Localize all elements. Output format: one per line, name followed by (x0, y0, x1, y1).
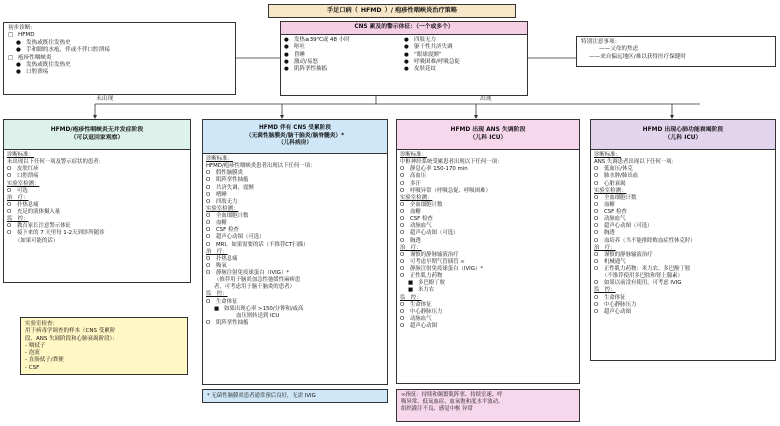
branch-label-present: 出现 (480, 96, 492, 102)
stage3-lab-item: O 胸透 (400, 237, 421, 244)
cns-sign: ● 呕吐 (284, 44, 306, 51)
cns-sign: ● 肌阵挛性抽搐 (284, 66, 328, 72)
cns-sign: ● 四肢无力 (404, 37, 437, 43)
stage4-monitor-title: 监 控： (594, 287, 616, 294)
herpangina-item: ● 口腔溃疡 (16, 69, 49, 76)
title-suffix: ）/ 疱疹性咽峡炎治疗策略 (384, 6, 458, 14)
stage1-box (3, 119, 191, 283)
stage2-diag-item: O 嗜睡 (206, 191, 227, 198)
stage2-monitor-item: O 肌阵挛性抽搐 (206, 319, 249, 326)
stage3-diag-item: O 呼吸异常（呼吸急促、呼吸困难） (400, 187, 491, 194)
special-title: 特别注意事项： (581, 39, 621, 45)
stage3-lab-item: O 超声心动图（可选） (400, 230, 459, 237)
stage4-treat-item: （不推荐使用多巴胺和肾上腺素） (602, 273, 683, 280)
stage4-treat-title: 治 疗： (594, 244, 616, 251)
stage4-diag-item: O 低血压/休克 (594, 166, 633, 173)
herpangina-row: □ 疱疹性咽峡炎 (8, 54, 52, 61)
stage2-diag-item: O 肌阵挛性抽搐 (206, 177, 249, 184)
stage3-treat-item: O 静脉注射免疫球蛋白（IVIG）* (400, 266, 484, 272)
lab-note-item: - 咽拭子 (25, 342, 46, 349)
stage3-treat-item: O 谨慎的静脉输液治疗 (400, 251, 459, 258)
stage4-monitor-item: O 中心静脉压力 (594, 301, 637, 308)
title-prefix: 手足口病（ (326, 6, 358, 14)
cns-warning-title: CNS 累及的警示体征：（一个或多个） (281, 22, 527, 35)
stage1-monitor-item: （如果可能的话） (15, 237, 59, 244)
stage2-box (202, 119, 388, 385)
stage3-treat-sub: ■ 多巴酚丁胺 (408, 280, 445, 287)
stage1-diag-desc: 未出现以下任何一项及警示症状的患者： (7, 159, 105, 166)
stage2-diag-title: 诊断标准： (206, 156, 233, 162)
stage2-treat-item: O 静脉注射免疫球蛋白（IVIG）* (206, 270, 290, 276)
stage1-monitor-item: O 教育家长注意警示体征 (7, 223, 71, 230)
stage1-treat-item: O 扑热息痛 (7, 201, 39, 208)
cns-sign: ● 呼吸困难/呼吸急促 (404, 58, 460, 65)
stage2-diag-item: O 假性脑膜炎 (206, 170, 243, 177)
cns-sign: ● 发热≥39℃或 48 小时 (284, 37, 350, 43)
cns-sign: ● 躯干性共济失调 (404, 44, 453, 51)
stage4-lab-item: O 血培养（当不能排除败血症性休克时） (594, 237, 696, 244)
stage3-monitor-title: 监 控： (400, 294, 422, 301)
cns-sign: ● 激动/易怒 (284, 58, 318, 65)
stage3-diag-title: 诊断标准： (400, 152, 427, 158)
stage2-treat-item: O 吸氧 (206, 262, 227, 269)
stage2-footnote: * 无菌性脑膜炎患者通常预后良好，无需 IVIG (202, 389, 388, 403)
stage2-treat-note: （推荐用于脑炎加急性弛缓性麻痹患 (214, 277, 301, 284)
initial-diagnosis-box (3, 22, 236, 95)
stage2-monitor-title: 监 控： (206, 291, 228, 298)
stage4-monitor-item: O 生命体征 (594, 294, 626, 301)
cns-warning-box (280, 21, 528, 96)
stage3-lab-item: O 动脉血气 (400, 223, 432, 230)
stage3-diag-desc: 中枢神经系统受累患者出现以下任何一项： (400, 159, 503, 166)
special-item: ——来自偏远地区/难以获得医疗保健时 (589, 53, 686, 60)
lab-note-item: - 泡液 (25, 350, 40, 356)
stage4-treat-item: O 如果以前没有使用，可考虑 IVIG (594, 280, 682, 287)
stage4-lab-item: O 超声心动图（可选） (594, 223, 653, 230)
stage4-lab-item: O CSF 检查 (594, 209, 627, 215)
stage1-lab-title: 实验室检测： (7, 180, 40, 187)
hfmd-item: ● 发热或既往发热史 (16, 39, 71, 46)
cns-col-1 (284, 37, 404, 73)
stage3-box (396, 119, 580, 384)
stage2-diag-item: O 共济失调、震颤 (206, 184, 254, 191)
stage4-monitor-item: O 超声心动图 (594, 308, 631, 315)
herpangina-name: 疱疹性咽峡炎 (18, 54, 52, 61)
stage3-monitor-item: O 中心静脉压力 (400, 308, 443, 315)
stage4-diag-desc: ANS 失调患者出现以下任何一项： (594, 159, 677, 166)
stage1-diag-title: 诊断标准： (7, 152, 34, 158)
stage2-lab-title: 实验室检测： (206, 205, 239, 212)
stage1-header: HFMD/疱疹性咽峡炎无并发症阶段 （可以返回家观察） (4, 120, 190, 150)
stage2-monitor-item: O 生命体征 (206, 298, 238, 305)
stage3-monitor-item: O 动脉血气 (400, 315, 432, 322)
cns-sign: ● 皮肤花纹 (404, 66, 437, 72)
stage4-treat-item: O 正性肌力药物：米力农、多巴酚丁胺 (594, 266, 691, 272)
stage3-diag-item: O 静息心率 150-170 min (400, 166, 468, 173)
stage1-diag-item: O 口腔溃疡 (7, 173, 39, 180)
stage2-lab-item: O 超声心动图（可选） (206, 234, 265, 241)
stage3-treat-title: 治 疗： (400, 244, 422, 251)
stage2-monitor-sub: ■ 如果出现心率 >150/分钟和/或高 (214, 305, 304, 312)
stage4-lab-item: O 血糖 (594, 201, 615, 208)
stage1-lab-item: O 可选 (7, 187, 28, 194)
cns-sign: ● 昏睡 (284, 51, 306, 58)
stage4-diag-item: O 肺水肿/肺出血 (594, 173, 639, 180)
stage4-lab-item: O 胸透 (594, 230, 615, 237)
stage2-treat-note: 者，可考虑用于脑干脑炎的患者） (214, 284, 295, 291)
branch-label-absent: 未出现 (96, 96, 114, 102)
stage3-monitor-item: O 生命体征 (400, 301, 432, 308)
stage2-diag-desc: HFMD/疱疹性咽峡炎患者出现以下任何一项： (206, 163, 316, 170)
stage1-treat-item: O 充足的液体摄入量 (7, 209, 61, 215)
stage2-treat-title: 治 疗： (206, 248, 228, 255)
initial-diagnosis-heading: 初步诊断： (8, 25, 36, 31)
stage1-diag-item: O 皮肤红疹 (7, 166, 39, 173)
stage3-treat-item: O 正性肌力药物 (400, 273, 443, 280)
stage3-lab-item: O 全血细胞计数 (400, 201, 443, 208)
stage3-lab-title: 实验室检测： (400, 194, 433, 201)
stage4-lab-title: 实验室检测： (594, 187, 627, 194)
special-item: ——父母的焦虑 (599, 46, 639, 53)
stage4-treat-item: O 机械通气 (594, 258, 626, 265)
herpangina-item: ● 发热或既往发热史 (16, 61, 71, 68)
lab-note-box: 实验室检查： 用于病毒学调查的样本（CNS 受累阶 段、ANS 失调阶段和心肺衰竭阶段）： - 咽拭子 - 泡液 - 直肠拭子/粪便 - CSF (20, 317, 188, 375)
stage3-footnote: ∞指征：持续和频繁肌阵挛、持续室速、呼 吸异常、低氧血症、血氧饱和度水平波动、 组织灌注不良、感觉中枢 异常 (396, 389, 580, 422)
stage4-treat-item: O 谨慎的静脉输液治疗 (594, 251, 653, 258)
stage3-header: HFMD 出现 ANS 失调阶段 （儿科 ICU） (397, 120, 579, 150)
cns-col-2 (404, 37, 524, 73)
stage2-diag-item: O 四肢无力 (206, 198, 238, 205)
special-considerations-box (576, 36, 776, 67)
hfmd-row: □ HFMD (8, 32, 35, 39)
stage2-header: HFMD 伴有 CNS 受累阶段 （无菌性脑膜炎/脑干脑炎/脑脊髓炎）* （儿科病房） (203, 120, 387, 154)
stage4-lab-item: O 动脉血气 (594, 216, 626, 223)
stage4-diag-item: O 心脏衰竭 (594, 180, 626, 187)
stage3-treat-sub: ■ 米力农 (408, 287, 435, 294)
stage2-lab-item: O CSF 检查 (206, 227, 239, 234)
stage3-monitor-item: O 超声心动图 (400, 323, 437, 329)
stage4-box (590, 119, 776, 361)
stage1-monitor-title: 监 控： (7, 216, 29, 223)
stage3-diag-item: O 高血压 (400, 173, 427, 180)
hfmd-name: HFMD (18, 32, 35, 39)
stage2-lab-item: O MRI，如果需要的话（不推荐CT扫描） (206, 241, 309, 248)
stage2-treat-item: O 扑热息痛 (206, 255, 238, 262)
stage2-lab-item: O 全血细胞计数 (206, 213, 249, 219)
cns-sign: ● “眼球震颤” (404, 51, 442, 58)
lab-note-item: - 直肠拭子/粪便 (25, 357, 64, 364)
title-hfmd: HFMD (360, 6, 382, 14)
stage3-lab-item: O 血糖 (400, 209, 421, 215)
stage3-treat-item: O 可考虑早期气管插管 ∞ (400, 258, 465, 265)
stage1-monitor-item: O 接下来的 7 天里每 1-2天到诊所随诊 (7, 230, 105, 237)
stage1-treat-title: 治 疗： (7, 194, 29, 201)
stage3-lab-item: O CSF 检查 (400, 216, 433, 223)
stage2-lab-item: O 血糖 (206, 220, 227, 227)
stage4-lab-item: O 全血细胞计数 (594, 194, 637, 201)
stage4-diag-title: 诊断标准： (594, 152, 621, 158)
lab-note-item: - CSF (25, 364, 40, 371)
stage3-diag-item: O 多汗 (400, 180, 421, 187)
stage4-header: HFMD 出现心肺功能衰竭阶段 （儿科 ICU） (591, 120, 775, 150)
page-title (268, 4, 516, 18)
hfmd-item: ● 手和脚的水疱，伴或不伴口腔溃疡 (16, 47, 110, 54)
stage2-monitor-sub: 血压则转送到 ICU (236, 312, 280, 319)
